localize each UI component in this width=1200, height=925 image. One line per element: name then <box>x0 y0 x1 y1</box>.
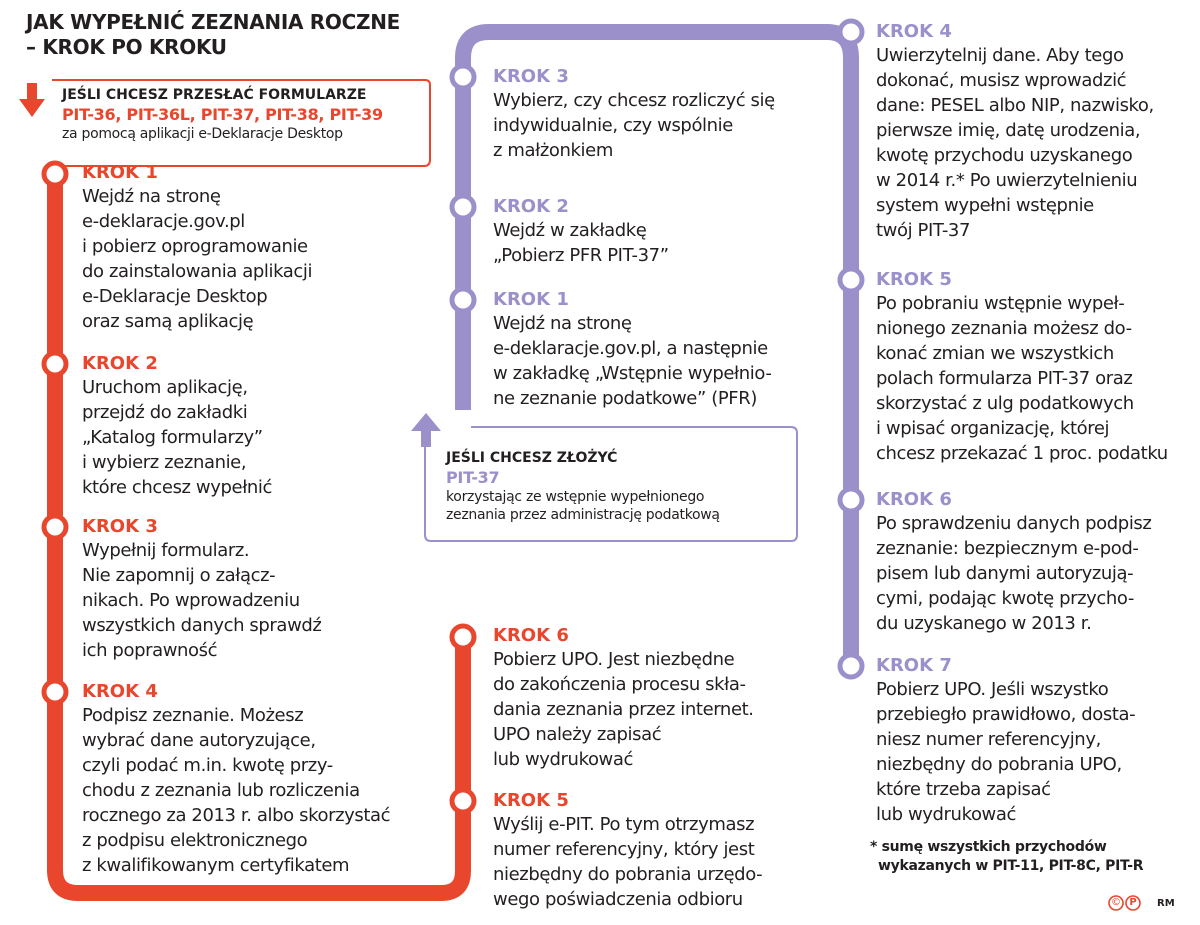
step-text-line: pisem lub danymi autoryzują- <box>876 563 1134 584</box>
red-arrow-down-icon <box>19 83 45 117</box>
step-text-line: konać zmian we wszystkich <box>876 343 1114 364</box>
step-text-line: e-Deklaracje Desktop <box>82 286 268 307</box>
step-text-line: przebiegło prawidłowo, dosta- <box>876 704 1136 725</box>
footnote <box>870 838 1143 876</box>
step-text-line: „Katalog formularzy” <box>82 427 263 448</box>
step-text-line: Wejdź na stronę <box>82 186 221 207</box>
step-text-line: nionego zeznania możesz do- <box>876 318 1132 339</box>
step-text-line: UPO należy zapisać <box>493 724 662 745</box>
red-step-6-marker <box>452 626 474 648</box>
step-label: KROK 5 <box>493 790 569 811</box>
footnote-line: wykazanych w PIT-11, PIT-8C, PIT-R <box>878 858 1144 874</box>
step-text-line: numer referencyjny, który jest <box>493 839 755 860</box>
step-text-line: i wybierz zeznanie, <box>82 452 247 473</box>
press-symbol: P <box>1129 897 1137 908</box>
step-text-line: które trzeba zapisać <box>876 779 1051 800</box>
step-text-line: lub wydrukować <box>876 804 1017 825</box>
step-text-line: indywidualnie, czy wspólnie <box>493 115 733 136</box>
step-text-line: Po pobraniu wstępnie wypeł- <box>876 293 1125 314</box>
step-text-line: wego poświadczenia odbioru <box>493 889 743 910</box>
step-text-line: cymi, podając kwotę przycho- <box>876 588 1134 609</box>
step-text <box>493 647 754 772</box>
step-text-line: dokonać, musisz wprowadzić <box>876 70 1127 91</box>
purple-step-4 <box>876 21 1154 243</box>
step-label: KROK 1 <box>493 289 569 310</box>
step-label: KROK 3 <box>493 66 569 87</box>
step-text-line: Nie zapomnij o załącz- <box>82 565 276 586</box>
red-step-1 <box>82 162 312 334</box>
red-header-forms: PIT-36, PIT-36L, PIT-37, PIT-38, PIT-39 <box>62 105 383 124</box>
step-text-line: Wejdź na stronę <box>493 313 632 334</box>
step-text-line: Po sprawdzeniu danych podpisz <box>876 513 1152 534</box>
purple-header-via <box>446 488 720 524</box>
step-text-line: z podpisu elektronicznego <box>82 830 308 851</box>
red-step-2 <box>82 353 272 500</box>
step-label: KROK 4 <box>82 681 158 702</box>
red-step-3 <box>82 516 321 663</box>
purple-step-5 <box>876 269 1168 466</box>
purple-step-6-marker <box>840 489 862 511</box>
purple-header-via-line: zeznania przez administrację podatkową <box>446 507 720 523</box>
red-step-4 <box>82 681 390 878</box>
step-text <box>876 291 1168 466</box>
red-step-3-marker <box>44 516 66 538</box>
red-header-via: za pomocą aplikacji e-Deklaracje Desktop <box>62 126 343 142</box>
step-text-line: dane: PESEL albo NIP, nazwisko, <box>876 95 1154 116</box>
step-text <box>493 88 775 163</box>
red-step-6 <box>493 625 754 772</box>
step-text-line: Pobierz UPO. Jeśli wszystko <box>876 679 1109 700</box>
step-text-line: które chcesz wypełnić <box>82 477 273 498</box>
step-text-line: kwotę przychodu uzyskanego <box>876 145 1133 166</box>
step-text-line: Uwierzytelnij dane. Aby tego <box>876 45 1124 66</box>
step-text <box>493 218 669 268</box>
purple-arrow-up-icon <box>411 413 441 447</box>
step-label: KROK 4 <box>876 21 952 42</box>
step-text-line: niesz numer referencyjny, <box>876 729 1101 750</box>
step-text-line: ne zeznanie podatkowe” (PFR) <box>493 388 757 409</box>
red-step-2-marker <box>44 353 66 375</box>
purple-path-header <box>446 449 720 524</box>
step-text-line: skorzystać z ulg podatkowych <box>876 393 1134 414</box>
step-text-line: twój PIT-37 <box>876 220 971 241</box>
step-text-line: rocznego za 2013 r. albo skorzystać <box>82 805 391 826</box>
red-step-4-marker <box>44 681 66 703</box>
purple-step-3-marker <box>452 66 474 88</box>
step-text-line: z kwalifikowanym certyfikatem <box>82 855 350 876</box>
step-text-line: do zainstalowania aplikacji <box>82 261 313 282</box>
step-text-line: Pobierz UPO. Jest niezbędne <box>493 649 735 670</box>
purple-header-form: PIT-37 <box>446 468 500 487</box>
step-text-line: w 2014 r.* Po uwierzytelnieniu <box>876 170 1138 191</box>
step-label: KROK 5 <box>876 269 952 290</box>
page-title-line-2: – KROK PO KROKU <box>26 35 227 59</box>
step-label: KROK 2 <box>82 353 158 374</box>
step-text-line: czyli podać m.in. kwotę przy- <box>82 755 333 776</box>
step-text-line: z małżonkiem <box>493 140 613 161</box>
step-text-line: „Pobierz PFR PIT-37” <box>493 245 669 266</box>
red-step-5 <box>493 790 762 912</box>
step-text-line: du uzyskanego w 2013 r. <box>876 613 1092 634</box>
step-text-line: chcesz przekazać 1 proc. podatku <box>876 443 1168 464</box>
red-header-intro: JEŚLI CHCESZ PRZESŁAĆ FORMULARZE <box>62 87 367 103</box>
purple-step-2-marker <box>452 196 474 218</box>
step-text-line: Uruchom aplikację, <box>82 377 248 398</box>
purple-header-intro: JEŚLI CHCESZ ZŁOŻYĆ <box>446 450 618 466</box>
step-text <box>82 538 321 663</box>
purple-step-7-marker <box>840 655 862 677</box>
author-initials: RM <box>1157 898 1175 909</box>
step-text-line: Wybierz, czy chcesz rozliczyć się <box>493 90 775 111</box>
purple-step-4-marker <box>840 21 862 43</box>
step-text-line: do zakończenia procesu skła- <box>493 674 746 695</box>
step-label: KROK 1 <box>82 162 158 183</box>
step-text-line: dania zeznania przez internet. <box>493 699 754 720</box>
page-title-line-1: JAK WYPEŁNIĆ ZEZNANIA ROCZNE <box>26 10 400 34</box>
step-text-line: w zakładkę „Wstępnie wypełnio- <box>493 363 772 384</box>
step-text-line: system wypełni wstępnie <box>876 195 1094 216</box>
purple-step-1-marker <box>452 289 474 311</box>
step-label: KROK 7 <box>876 655 952 676</box>
step-text <box>876 677 1135 827</box>
red-step-5-marker <box>452 790 474 812</box>
step-text-line: Podpisz zeznanie. Możesz <box>82 705 304 726</box>
step-text <box>82 375 272 500</box>
step-text-line: przejdź do zakładki <box>82 402 248 423</box>
step-label: KROK 3 <box>82 516 158 537</box>
credit-symbols <box>1110 895 1139 911</box>
purple-step-2 <box>493 196 669 268</box>
step-text-line: niezbędny do pobrania UPO, <box>876 754 1122 775</box>
step-text <box>82 703 390 878</box>
red-step-1-marker <box>44 163 66 185</box>
step-text-line: lub wydrukować <box>493 749 634 770</box>
step-text-line: e-deklaracje.gov.pl, a następnie <box>493 338 768 359</box>
purple-header-via-line: korzystając ze wstępnie wypełnionego <box>446 489 705 505</box>
step-text <box>493 812 762 912</box>
step-text-line: niezbędny do pobrania urzędo- <box>493 864 763 885</box>
step-text-line: Wejdź w zakładkę <box>493 220 647 241</box>
purple-step-3 <box>493 66 775 163</box>
step-label: KROK 6 <box>493 625 569 646</box>
step-text-line: e-deklaracje.gov.pl <box>82 211 245 232</box>
step-text-line: Wypełnij formularz. <box>82 540 250 561</box>
step-text-line: zeznanie: bezpiecznym e-pod- <box>876 538 1139 559</box>
step-text <box>876 43 1154 243</box>
step-text <box>493 311 771 411</box>
step-text-line: oraz samą aplikację <box>82 311 254 332</box>
purple-step-6 <box>876 489 1151 636</box>
step-text-line: wybrać dane autoryzujące, <box>82 730 316 751</box>
copyright-symbol: © <box>1111 897 1121 908</box>
purple-step-7 <box>876 655 1135 827</box>
step-label: KROK 6 <box>876 489 952 510</box>
red-path-header <box>62 86 383 143</box>
step-text-line: pierwsze imię, datę urodzenia, <box>876 120 1141 141</box>
purple-step-5-marker <box>840 269 862 291</box>
step-text-line: polach formularza PIT-37 oraz <box>876 368 1133 389</box>
step-text-line: nikach. Po wprowadzeniu <box>82 590 300 611</box>
step-text-line: i pobierz oprogramowanie <box>82 236 308 257</box>
page-title <box>26 10 400 60</box>
step-text-line: i wpisać organizację, której <box>876 418 1110 439</box>
step-text-line: chodu z zeznania lub rozliczenia <box>82 780 360 801</box>
step-label: KROK 2 <box>493 196 569 217</box>
step-text-line: wszystkich danych sprawdź <box>82 615 322 636</box>
step-text-line: ich poprawność <box>82 640 218 661</box>
step-text-line: Wyślij e-PIT. Po tym otrzymasz <box>493 814 755 835</box>
step-text <box>82 184 312 334</box>
footnote-line: * sumę wszystkich przychodów <box>870 839 1107 855</box>
purple-step-1 <box>493 289 771 411</box>
step-text <box>876 511 1151 636</box>
